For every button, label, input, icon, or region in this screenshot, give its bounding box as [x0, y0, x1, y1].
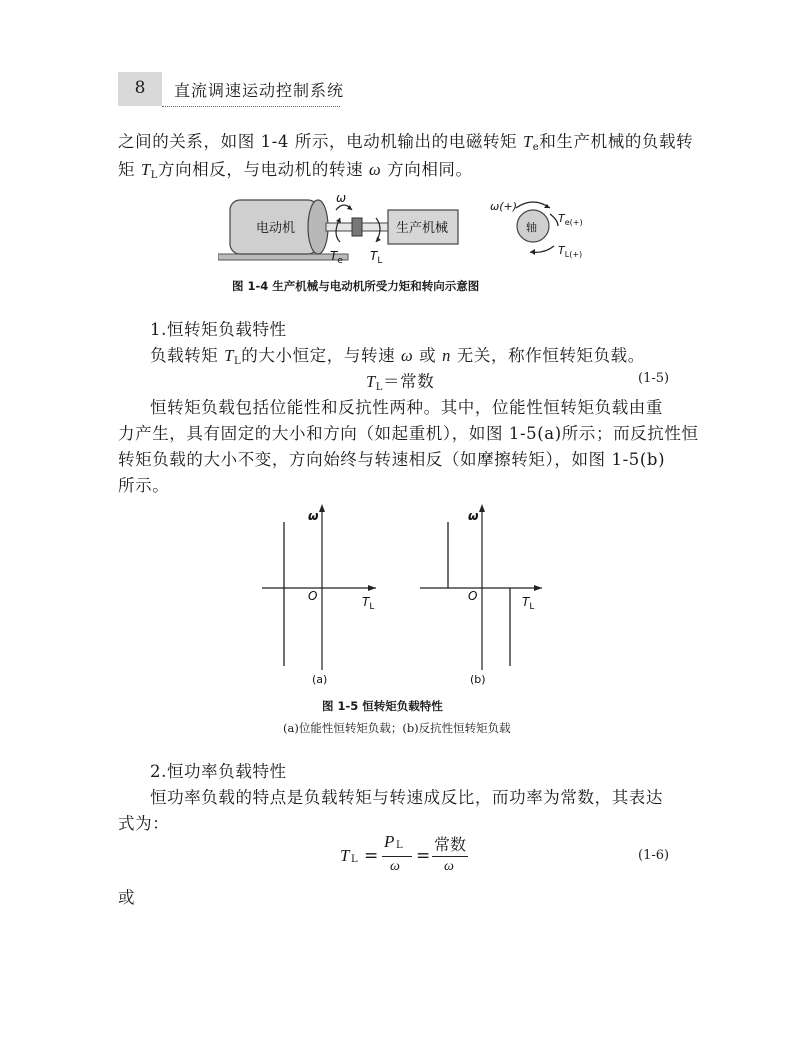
shaft-label: 轴 [526, 221, 537, 234]
section-1-paragraph-1 [150, 342, 645, 367]
plot-b-x-label: $T_L$ [522, 595, 535, 612]
eq16-T-sub: L [351, 854, 358, 865]
intro-text: 之间的关系，如图 1-4 所示，电动机输出的电磁转矩 [118, 132, 524, 151]
symbol-omega: ω [369, 160, 382, 179]
symbol-Te: T [523, 132, 533, 151]
figure-1-5-subcaption: (a)位能性恒转矩负载；(b)反抗性恒转矩负载 [283, 721, 511, 735]
plot-a-origin: O [308, 589, 318, 603]
eq16-equals-1: = [364, 846, 379, 866]
or-text: 或 [118, 888, 136, 907]
eq16-omega-2: ω [444, 859, 454, 874]
omega-label: ω [336, 191, 347, 205]
eq16-omega-1: ω [390, 859, 400, 874]
motor-label: 电动机 [256, 221, 296, 236]
Te-plus-arc [550, 214, 558, 226]
plot-b-x-arrowhead [534, 585, 542, 591]
symbol-L-sub: L [234, 356, 242, 367]
equation-1-6-number: (1-6) [638, 848, 670, 863]
section-2-paragraph-line-2: 式为： [118, 814, 170, 833]
page-number: 8 [134, 78, 146, 98]
plot-a-y-label: ω [308, 509, 319, 523]
omega-plus-label: ω(+) [490, 200, 518, 213]
plot-b-label: (b) [470, 673, 486, 686]
eq-L-sub: L [375, 382, 384, 393]
sec1-text: 无关，称作恒转矩负载。 [450, 346, 645, 365]
machine-label: 生产机械 [396, 221, 449, 236]
plot-b-y-arrowhead [479, 504, 485, 512]
TL-label: $T_L$ [370, 249, 383, 266]
eq16-P: P [384, 832, 395, 851]
intro-line-2 [118, 156, 473, 181]
figure-1-4-caption: 图 1-4 生产机械与电动机所受力矩和转向示意图 [232, 279, 480, 293]
plot-a-x-label: $T_L$ [362, 595, 375, 612]
plot-a-y-arrowhead [319, 504, 325, 512]
equation-1-5 [366, 368, 434, 393]
section-1-heading: 1.恒转矩负载特性 [150, 320, 287, 339]
intro-text: 和生产机械的负载转 [539, 132, 694, 151]
eq16-fraction-bar-2 [432, 856, 468, 857]
header-rule [162, 106, 340, 107]
plot-a-label: (a) [312, 673, 328, 686]
coupling [352, 218, 362, 236]
intro-line-1 [118, 128, 693, 153]
section-1-paragraph-2-line-1: 恒转矩负载包括位能性和反抗性两种。其中，位能性恒转矩负载由重 [150, 398, 663, 417]
intro-text: 方向相反，与电动机的转速 [157, 160, 370, 179]
figure-1-5-caption: 图 1-5 恒转矩负载特性 [322, 699, 443, 713]
eq16-T: T [340, 846, 350, 865]
sec1-text: 的大小恒定，与转速 [241, 346, 402, 365]
eq16-P-sub: L [396, 840, 403, 851]
symbol-Te-sub: e [532, 142, 540, 153]
eq16-const: 常数 [434, 835, 467, 854]
Te-plus-label: $T_{e(+)}$ [558, 212, 583, 227]
section-2-heading: 2.恒功率负载特性 [150, 762, 287, 781]
intro-text: 方向相同。 [381, 160, 473, 179]
intro-text: 矩 [118, 160, 141, 179]
TL-plus-arrowhead [530, 249, 535, 255]
section-1-paragraph-2-line-4: 所示。 [118, 476, 170, 495]
figure-1-4 [218, 188, 598, 274]
figure-1-5 [250, 500, 550, 690]
section-1-paragraph-2-line-2: 力产生，具有固定的大小和方向（如起重机），如图 1-5(a)所示；而反抗性恒 [118, 424, 699, 443]
section-2-paragraph-line-1: 恒功率负载的特点是负载转矩与转速成反比，而功率为常数，其表达 [150, 788, 663, 807]
symbol-omega: ω [401, 346, 414, 365]
motor-base [218, 254, 348, 260]
motor-end-cap [308, 200, 328, 254]
equation-1-5-number: (1-5) [638, 371, 670, 386]
Te-label: $T_e$ [330, 249, 343, 266]
symbol-n: n [442, 346, 451, 365]
section-1-paragraph-2-line-3: 转矩负载的大小不变，方向始终与转速相反（如摩擦转矩），如图 1-5(b) [118, 450, 666, 469]
equation-1-6 [340, 832, 470, 878]
plot-b-origin: O [468, 589, 478, 603]
eq-rhs: ＝常数 [383, 372, 435, 391]
plot-b-y-label: ω [468, 509, 479, 523]
plot-a [262, 504, 376, 686]
TL-plus-label: $T_{L(+)}$ [558, 244, 583, 259]
eq16-equals-2: = [416, 846, 431, 866]
eq-T: T [366, 372, 376, 391]
running-header-title: 直流调速运动控制系统 [174, 81, 345, 100]
sec1-text: 或 [413, 346, 443, 365]
sec1-text: 负载转矩 [150, 346, 225, 365]
symbol-TL-sub: L [150, 170, 158, 181]
plot-b [420, 504, 542, 686]
plot-a-x-arrowhead [368, 585, 376, 591]
symbol-T: T [224, 346, 235, 365]
symbol-TL: T [140, 160, 151, 179]
eq16-fraction-bar-1 [382, 856, 412, 857]
